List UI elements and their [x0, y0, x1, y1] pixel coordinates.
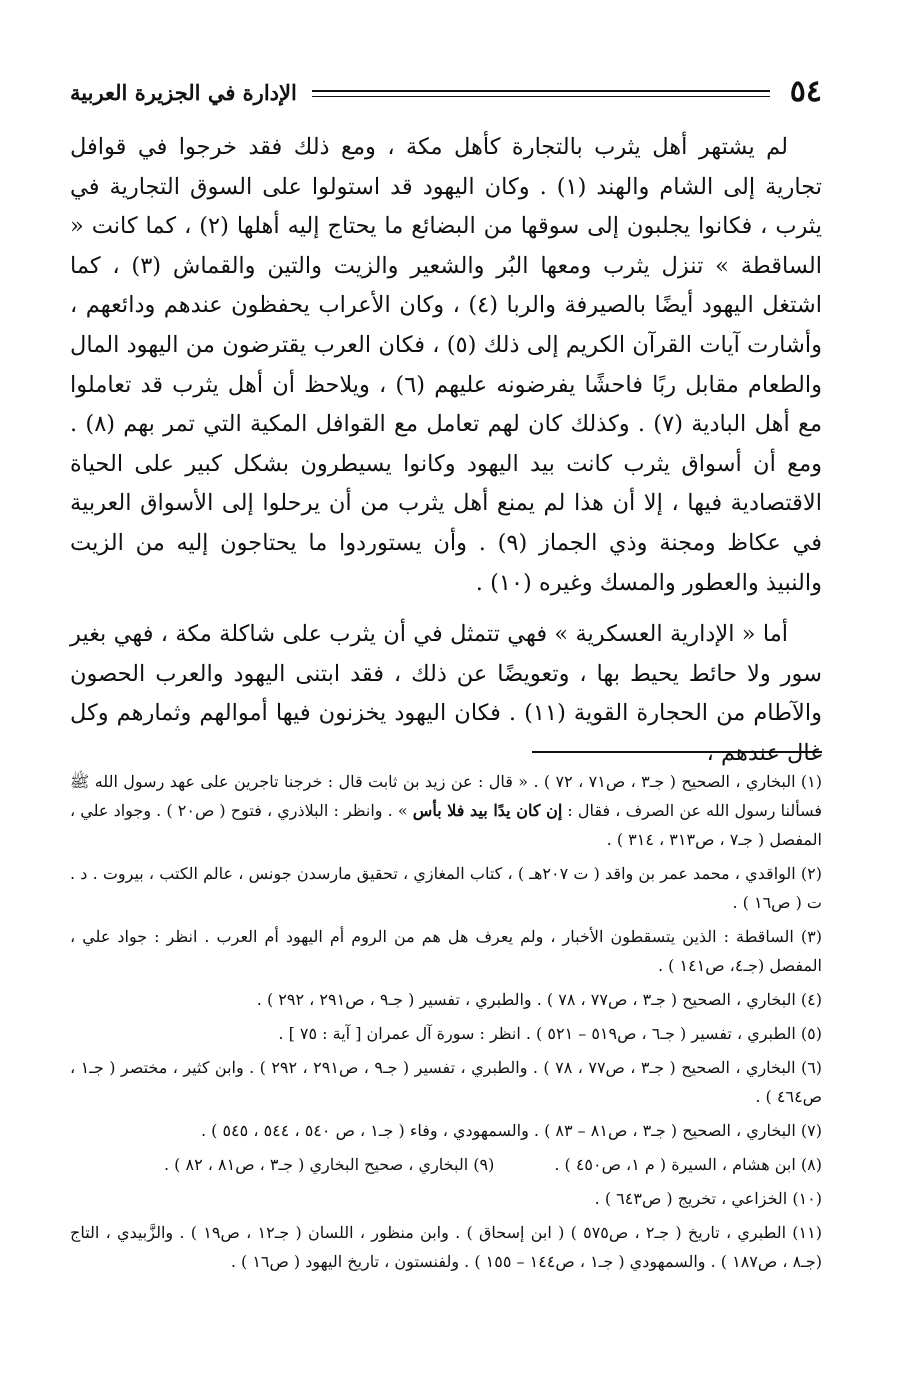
footnotes	[70, 767, 822, 1281]
footnote-5: (٥) الطبري ، تفسير ( جـ٦ ، ص٥١٩ – ٥٢١ ) . انظر : سورة آل عمران [ آية : ٧٥ ] .	[278, 1024, 822, 1043]
header-rule	[312, 90, 770, 97]
footnote-separator	[532, 751, 822, 753]
footnote-1-text-b: » . وانظر : البلاذري ، فتوح ( ص٢٠ ) . وجواد علي ، المفصل ( جـ٧ ، ص٣١٣ ، ٣١٤ ) .	[70, 801, 822, 849]
footnote-1-text-a: (١) البخاري ، الصحيح ( جـ٣ ، ص٧١ ، ٧٢ ) . « قال : عن زيد بن ثابت قال : خرجنا تاجرين على عهد رسول الله ﷺ فسألنا رسول الله عن الصرف ، فقال :	[70, 772, 823, 820]
page-number: ٥٤	[789, 74, 822, 109]
footnote-10: (١٠) الخزاعي ، تخريج ( ص٦٤٣ ) .	[594, 1189, 822, 1208]
footnote-7: (٧) البخاري ، الصحيح ( جـ٣ ، ص٨١ – ٨٣ ) . والسمهودي ، وفاء ( جـ١ ، ص ٥٤٠ ، ٥٤٤ ، ٥٤٥ ) .	[200, 1121, 822, 1140]
book-title: الإدارة في الجزيرة العربية	[70, 80, 297, 105]
footnote-3: (٣) الساقطة : الذين يتسقطون الأخبار ، ولم يعرف هل هم من الروم أم اليهود أم العرب . انظر : جواد علي ، المفصل (جـ٤، ص١٤١ ) .	[70, 927, 822, 975]
footnote-1-hadith: إن كان يدًا بيد فلا بأس	[412, 801, 563, 820]
main-text	[70, 128, 822, 774]
footnote-11: (١١) الطبري ، تاريخ ( جـ٢ ، ص٥٧٥ ) ( ابن إسحاق ) . وابن منظور ، اللسان ( جـ١٢ ، ص١٩ ) . والزَّبيدي ، التاج (جـ٨ ، ص١٨٧ ) . والسمهودي ( جـ١ ، ص١٤٤ – ١٥٥ ) . ولفنستون ، تاريخ اليهود ( ص١٦ ) .	[70, 1223, 822, 1271]
paragraph-military: أما « الإدارية العسكرية » فهي تتمثل في أن يثرب على شاكلة مكة ، فهي بغير سور ولا حائط يحيط بها ، وتعويضًا عن ذلك ، فقد ابتنى اليهود والعرب الحصون والآطام من الحجارة القوية (١١) . فكان اليهود يخزنون فيها أموالهم وثمارهم وكل غال عندهم ،	[70, 621, 822, 766]
footnote-1	[70, 767, 822, 854]
running-head	[70, 74, 822, 114]
footnote-9: (٩) البخاري ، صحيح البخاري ( جـ٣ ، ص٨١ ، ٨٢ ) .	[163, 1155, 495, 1174]
footnote-8-9-row	[70, 1150, 822, 1179]
footnote-8: (٨) ابن هشام ، السيرة ( م ١، ص٤٥٠ ) .	[554, 1155, 822, 1174]
footnote-4: (٤) البخاري ، الصحيح ( جـ٣ ، ص٧٧ ، ٧٨ ) . والطبري ، تفسير ( جـ٩ ، ص٢٩١ ، ٢٩٢ ) .	[256, 990, 822, 1009]
footnote-6: (٦) البخاري ، الصحيح ( جـ٣ ، ص٧٧ ، ٧٨ ) . والطبري ، تفسير ( جـ٩ ، ص٢٩١ ، ٢٩٢ ) . وابن كثير ، مختصر ( جـ١ ، ص٤٦٤ ) .	[70, 1058, 823, 1106]
footnote-2: (٢) الواقدي ، محمد عمر بن واقد ( ت ٢٠٧هـ ) ، كتاب المغازي ، تحقيق مارسدن جونس ، عالم الكتب ، بيروت . د . ت ( ص١٦ ) .	[70, 864, 823, 912]
paragraph-economy: لم يشتهر أهل يثرب بالتجارة كأهل مكة ، ومع ذلك فقد خرجوا في قوافل تجارية إلى الشام والهند (١) . وكان اليهود قد استولوا على السوق التجارية في يثرب ، فكانوا يجلبون إلى سوقها من البضائع ما يحتاج إليه أهلها (٢) ، كما كانت « الساقطة » تنزل يثرب ومعها البُر والشعير والزيت والتين والقماش (٣) ، كما اشتغل اليهود أيضًا بالصيرفة والربا (٤) ، وكان الأعراب يحفظون عندهم ودائعهم ، وأشارت آيات القرآن الكريم إلى ذلك (٥) ، فكان العرب يقترضون من اليهود المال والطعام مقابل ربًا فاحشًا يفرضونه عليهم (٦) ، ويلاحظ أن أهل يثرب قد تعاملوا مع أهل البادية (٧) . وكذلك كان لهم تعامل مع القوافل المكية التي تمر بهم (٨) . ومع أن أسواق يثرب كانت بيد اليهود وكانوا يسيطرون بشكل كبير على الحياة الاقتصادية فيها ، إلا أن هذا لم يمنع أهل يثرب من أن يرحلوا إلى الأسواق العربية في عكاظ ومجنة وذي الجماز (٩) . وأن يستوردوا ما يحتاجون إليه من الزيت والنبيذ والعطور والمسك وغيره (١٠) .	[70, 134, 823, 596]
